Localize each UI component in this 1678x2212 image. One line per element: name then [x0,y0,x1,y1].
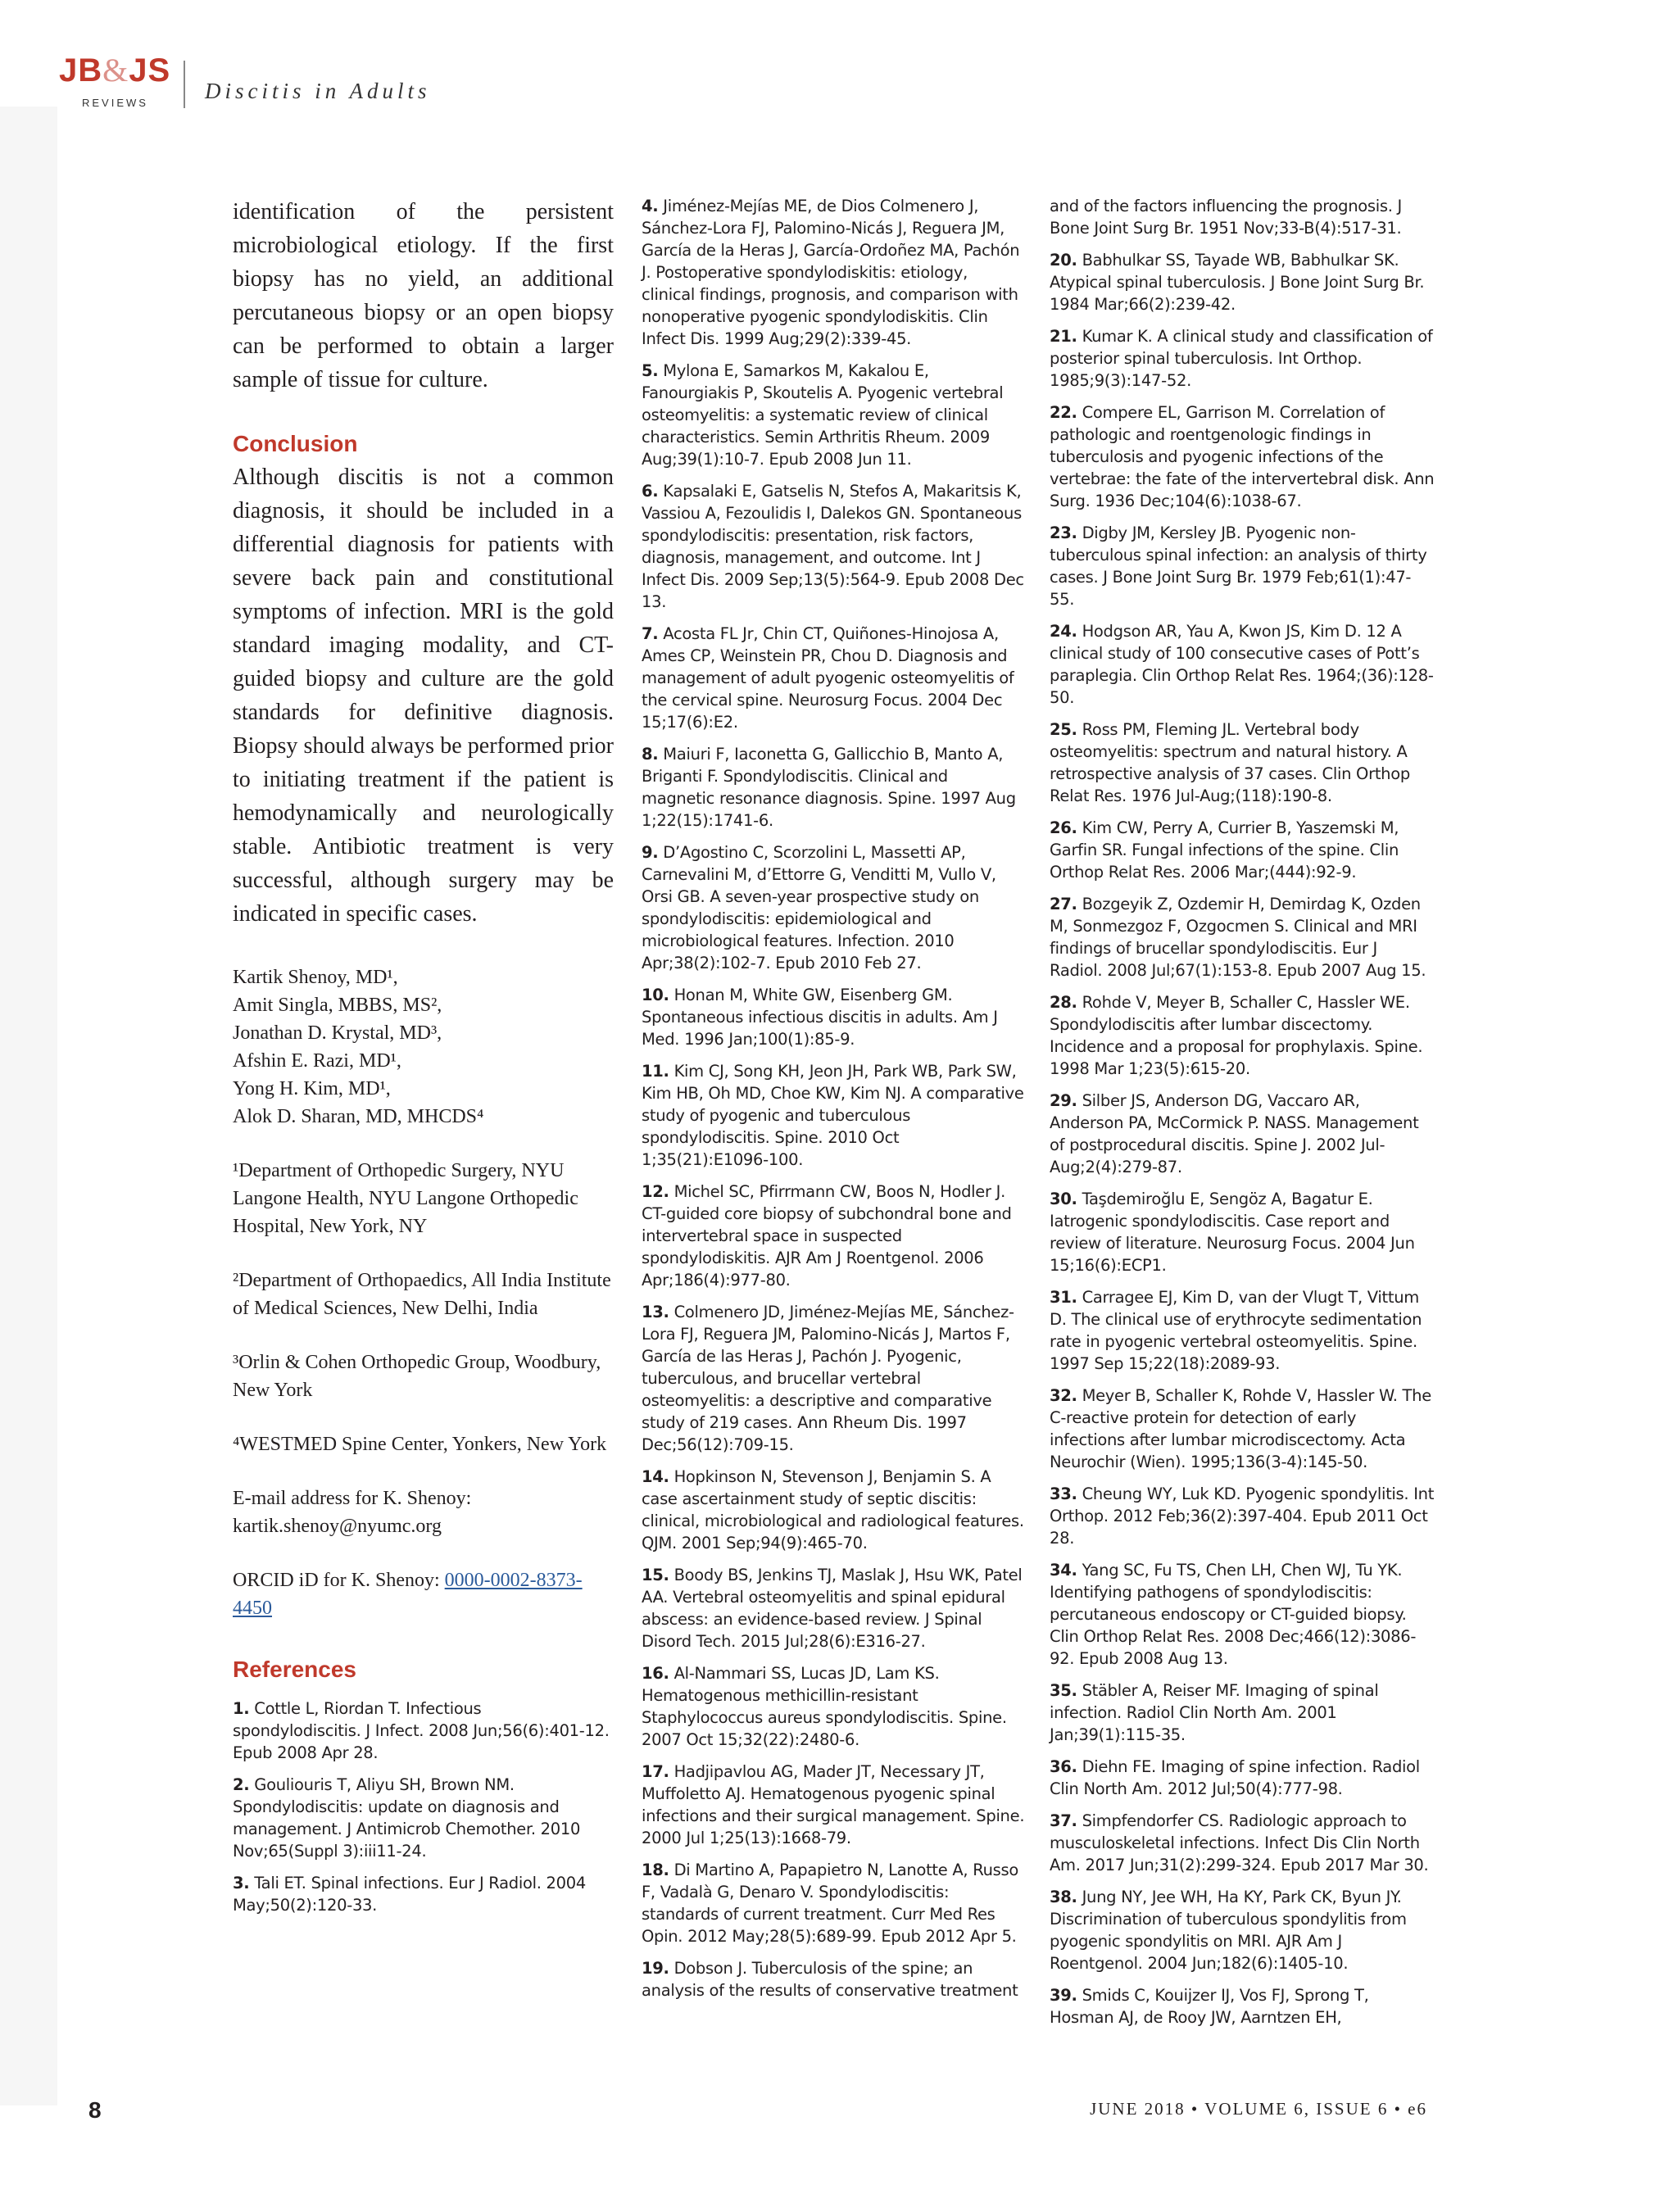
reference-number: 35. [1050,1681,1077,1700]
reference-text: Silber JS, Anderson DG, Vaccaro AR, Anderson PA, McCormick P. NASS. Management of postprocedural discitis. Spine J. 2002 Jul-Aug;2(4):279-87. [1050,1091,1419,1176]
author-list [233,963,614,1131]
reference-item [1050,620,1435,709]
orcid-label: ORCID iD for K. Shenoy: [233,1570,445,1591]
references-heading: References [233,1657,356,1682]
logo-jb: JB [59,52,103,88]
reference-item [642,195,1025,350]
reference-item [642,1859,1025,1947]
orcid-line [233,1566,614,1622]
column-3 [1050,195,1435,2038]
reference-number: 17. [642,1762,669,1781]
reference-text: Al-Nammari SS, Lucas JD, Lam KS. Hematogenous methicillin-resistant Staphylococcus aureus spondylodiscitis. Spine. 2007 Oct 15;32(22):2480-6. [642,1664,1007,1749]
reference-number: 30. [1050,1190,1077,1208]
reference-item [642,841,1025,974]
reference-number: 6. [642,482,659,501]
logo-ampersand: & [102,52,129,88]
reference-number: 20. [1050,251,1077,270]
reference-text: Ross PM, Fleming JL. Vertebral body osteomyelitis: spectrum and natural history. A retrospective analysis of 37 cases. Clin Orthop Relat Res. 1976 Jul-Aug;(118):190-8. [1050,720,1410,805]
reference-item [642,1662,1025,1751]
reference-item [233,1872,614,1916]
reference-number: 29. [1050,1091,1077,1110]
column-2 [642,195,1025,2011]
reference-text: Michel SC, Pfirrmann CW, Boos N, Hodler J. CT-guided core biopsy of subchondral bone and intervertebral space in suspected spondylodiskitis. AJR Am J Roentgenol. 2006 Apr;186(4):977-80. [642,1182,1012,1290]
reference-text: Rohde V, Meyer B, Schaller C, Hassler WE. Spondylodiscitis after lumbar discectomy. Incidence and a proposal for prophylaxis. Spine. 1998 Mar 1;23(5):615-20. [1050,993,1423,1078]
reference-number: 13. [642,1303,669,1321]
reference-number: 3. [233,1874,250,1892]
reference-text: Di Martino A, Papapietro N, Lanotte A, Russo F, Vadalà G, Denaro V. Spondylodiscitis: standards of current treatment. Curr Med Res Opin. 2012 May;28(5):689-99. Epub 2012 Apr 5. [642,1861,1018,1946]
reference-item [1050,1756,1435,1800]
reference-item [1050,522,1435,610]
reference-text: Smids C, Kouijzer IJ, Vos FJ, Sprong T, Hosman AJ, de Rooy JW, Aarntzen EH, [1050,1986,1369,2027]
reference-text: Maiuri F, Iaconetta G, Gallicchio B, Manto A, Briganti F. Spondylodiscitis. Clinical and magnetic resonance diagnosis. Spine. 1997 Aug 1;22(15):1741-6. [642,745,1016,830]
reference-text: Compere EL, Garrison M. Correlation of pathologic and roentgenologic findings in tuberculosis and pyogenic infections of the vertebrae: the fate of the intervertebral disk. Ann Surg. 1936 Dec;104(6):1038-67. [1050,403,1435,510]
reference-text: Gouliouris T, Aliyu SH, Brown NM. Spondylodiscitis: update on diagnosis and management. J Antimicrob Chemother. 2010 Nov;65(Suppl 3):iii11-24. [233,1775,581,1861]
reference-item [642,360,1025,470]
reference-text: Jung NY, Jee WH, Ha KY, Park CK, Byun JY. Discrimination of tuberculous spondylitis from pyogenic spondylitis on MRI. AJR Am J Roentgenol. 2004 Jun;182(6):1405-10. [1050,1888,1407,1973]
author-name: Alok D. Sharan, MD, MHCDS⁴ [233,1106,484,1127]
reference-number: 1. [233,1699,250,1718]
reference-item [1050,1188,1435,1276]
conclusion-paragraph: Although discitis is not a common diagnosis, it should be included in a differential diagnosis for patients with severe back pain and constitutional symptoms of infection. MRI is the gold standard imaging modality, and CT-guided biopsy and culture are the gold standards for definitive diagnosis. Biopsy should always be performed prior to initiating treatment if the patient is hemodynamically and neurologically stable. Antibiotic treatment is very successful, although surgery may be indicated in specific cases. [233,465,614,927]
reference-number: 16. [642,1664,669,1683]
reference-number: 26. [1050,818,1077,837]
issue-line: JUNE 2018 • VOLUME 6, ISSUE 6 • e6 [1090,2099,1427,2119]
reference-item [642,984,1025,1050]
reference-text: Yang SC, Fu TS, Chen LH, Chen WJ, Tu YK. Identifying pathogens of spondylodiscitis: percutaneous endoscopy or CT-guided biopsy. Clin Orthop Relat Res. 2008 Dec;466(12):3086-92. Epub 2008 Aug 13. [1050,1561,1417,1668]
column-1 [233,195,614,1926]
running-title: Discitis in Adults [205,79,431,103]
reference-item [642,1466,1025,1554]
reference-number: 14. [642,1467,669,1486]
reference-number: 27. [1050,895,1077,913]
reference-item [642,1301,1025,1456]
reference-text: Cheung WY, Luk KD. Pyogenic spondylitis. Int Orthop. 2012 Feb;36(2):397-404. Epub 2011 Oct 28. [1050,1484,1435,1548]
page-number: 8 [88,2097,102,2123]
reference-text: Tali ET. Spinal infections. Eur J Radiol. 2004 May;50(2):120-33. [233,1874,586,1915]
journal-logo [59,54,186,109]
reference-number: 23. [1050,524,1077,542]
reference-item [1050,1090,1435,1178]
reference-number: 2. [233,1775,250,1794]
reference-text: Kapsalaki E, Gatselis N, Stefos A, Makaritsis K, Vassiou A, Fezoulidis I, Dalekos GN. Spontaneous spondylodiscitis: presentation, risk factors, diagnosis, management, and outcome. Int J Infect Dis. 2009 Sep;13(5):564-9. Epub 2008 Dec 13. [642,482,1024,611]
reference-text: Stäbler A, Reiser MF. Imaging of spinal infection. Radiol Clin North Am. 2001 Jan;39(1):115-35. [1050,1681,1379,1744]
reference-number: 37. [1050,1811,1077,1830]
reference-item [1050,817,1435,883]
reference-text: Digby JM, Kersley JB. Pyogenic non-tuberculous spinal infection: an analysis of thirty cases. J Bone Joint Surg Br. 1979 Feb;61(1):47-55. [1050,524,1427,609]
reference-number: 36. [1050,1757,1077,1776]
reference-number: 11. [642,1062,669,1081]
reference-text: Babhulkar SS, Tayade WB, Babhulkar SK. Atypical spinal tuberculosis. J Bone Joint Surg Br. 1984 Mar;66(2):239-42. [1050,251,1425,314]
reference-item [642,1181,1025,1291]
reference-item [1050,991,1435,1080]
author-name: Yong H. Kim, MD¹, [233,1078,391,1099]
affiliation: ⁴WESTMED Spine Center, Yonkers, New York [233,1434,607,1455]
reference-text: Kim CJ, Song KH, Jeon JH, Park WB, Park SW, Kim HB, Oh MD, Choe KW, Kim NJ. A comparative study of pyogenic and tuberculous spondylodiscitis. Spine. 2010 Oct 1;35(21):E1096-100. [642,1062,1024,1169]
reference-item [642,1957,1025,2001]
reference-text: D’Agostino C, Scorzolini L, Massetti AP, Carnevalini M, d’Ettorre G, Venditti M, Vullo V, Orsi GB. A seven-year prospective study on spondylodiscitis: epidemiological and microbiological features. Infection. 2010 Apr;38(2):102-7. Epub 2010 Feb 27. [642,843,996,972]
affiliation: ³Orlin & Cohen Orthopedic Group, Woodbury, New York [233,1352,601,1401]
reference-item [1050,1679,1435,1746]
reference-number: 12. [642,1182,669,1201]
reference-text: Mylona E, Samarkos M, Kakalou E, Fanourgiakis P, Skoutelis A. Pyogenic vertebral osteomyelitis: a systematic review of clinical characteristics. Semin Arthritis Rheum. 2009 Aug;39(1):10-7. Epub 2008 Jun 11. [642,361,1004,469]
reference-text: Hodgson AR, Yau A, Kwon JS, Kim D. 12 A clinical study of 100 consecutive cases of Pott’s paraplegia. Clin Orthop Relat Res. 1964;(36):128-50. [1050,622,1434,707]
reference-number: 8. [642,745,659,764]
reference-text: Jiménez-Mejías ME, de Dios Colmenero J, Sánchez-Lora FJ, Palomino-Nicás J, Reguera JM, García de la Heras J, García-Ordoñez MA, Pachón J. Postoperative spondylodiskitis: etiology, clinical findings, prognosis, and comparison with nonoperative pyogenic spondylodiskitis. Clin Infect Dis. 1999 Aug;29(2):339-45. [642,197,1020,348]
reference-number: 4. [642,197,659,215]
reference-number: 19. [642,1959,669,1978]
reference-item [642,1060,1025,1171]
reference-item [1050,1483,1435,1549]
page-gutter-shade [0,107,57,2105]
reference-number: 9. [642,843,659,862]
author-name: Afshin E. Razi, MD¹, [233,1050,401,1072]
reference-item [1050,718,1435,807]
header-divider [184,61,185,108]
reference-text: Simpfendorfer CS. Radiologic approach to musculoskeletal infections. Infect Dis Clin North Am. 2017 Jun;31(2):299-324. Epub 2017 Mar 30. [1050,1811,1429,1874]
reference-text: Acosta FL Jr, Chin CT, Quiñones-Hinojosa A, Ames CP, Weinstein PR, Chou D. Diagnosis and management of adult pyogenic osteomyelitis of the cervical spine. Neurosurg Focus. 2004 Dec 15;17(6):E2. [642,624,1014,732]
reference-text: Dobson J. Tuberculosis of the spine; an analysis of the results of conservative treatment [642,1959,1018,2000]
reference-item [642,480,1025,613]
reference-item [642,1564,1025,1652]
reference-number: 10. [642,986,669,1004]
reference-list [1050,249,1435,2028]
reference-text: Honan M, White GW, Eisenberg GM. Spontaneous infectious discitis in adults. Am J Med. 1996 Jan;100(1):85-9. [642,986,998,1049]
reference-text: Bozgeyik Z, Ozdemir H, Demirdag K, Ozden M, Sonmezgoz F, Ozgocmen S. Clinical and MRI findings of brucellar spondylodiscitis. Eur J Radiol. 2008 Jul;67(1):153-8. Epub 2007 Aug 15. [1050,895,1426,980]
reference-text: Hopkinson N, Stevenson J, Benjamin S. A case ascertainment study of septic discitis: clinical, microbiological and radiological features. QJM. 2001 Sep;94(9):465-70. [642,1467,1024,1552]
reference-item [1050,1984,1435,2028]
reference-item [1050,1886,1435,1974]
reference-text: Hadjipavlou AG, Mader JT, Necessary JT, Muffoletto AJ. Hematogenous pyogenic spinal infections and their surgical management. Spine. 2000 Jul 1;25(13):1668-79. [642,1762,1025,1847]
reference-text: Cottle L, Riordan T. Infectious spondylodiscitis. J Infect. 2008 Jun;56(6):401-12. Epub 2008 Apr 28. [233,1699,610,1762]
reference-item [233,1774,614,1862]
reference-number: 15. [642,1566,669,1584]
conclusion-heading: Conclusion [233,431,358,456]
reference-text: Boody BS, Jenkins TJ, Maslak J, Hsu WK, Patel AA. Vertebral osteomyelitis and spinal epidural abscess: an evidence-based review. J Spinal Disord Tech. 2015 Jul;28(6):E316-27. [642,1566,1023,1651]
reference-number: 34. [1050,1561,1077,1580]
reference-number: 18. [642,1861,669,1879]
reference-text: Taşdemiroğlu E, Sengöz A, Bagatur E. Iatrogenic spondylodiscitis. Case report and review of literature. Neurosurg Focus. 2004 Jun 15;16(6):ECP1. [1050,1190,1415,1275]
reference-item [1050,1385,1435,1473]
reference-item [1050,1559,1435,1670]
reference-item [1050,325,1435,392]
reference-number: 7. [642,624,659,643]
reference-number: 25. [1050,720,1077,739]
affiliation: ²Department of Orthopaedics, All India Institute of Medical Sciences, New Delhi, India [233,1270,611,1319]
reference-item [1050,249,1435,315]
reference-text: Meyer B, Schaller K, Rohde V, Hassler W. The C-reactive protein for detection of early infections after lumbar microdiscectomy. Acta Neurochir (Wien). 1995;136(3-4):145-50. [1050,1386,1431,1471]
reference-list [642,195,1025,2001]
reference-number: 32. [1050,1386,1077,1405]
reference-item [642,623,1025,733]
reference-number: 5. [642,361,659,380]
reference-text: Kim CW, Perry A, Currier B, Yaszemski M, Garfin SR. Fungal infections of the spine. Clin Orthop Relat Res. 2006 Mar;(444):92-9. [1050,818,1399,882]
logo-subtitle: REVIEWS [82,97,148,109]
reference-item [642,1761,1025,1849]
intro-paragraph: identification of the persistent microbiological etiology. If the first biopsy has no yield, an additional percutaneous biopsy or an open biopsy can be performed to obtain a larger sample of tissue for culture. [233,199,614,392]
reference-text: Carragee EJ, Kim D, van der Vlugt T, Vittum D. The clinical use of erythrocyte sedimentation rate in pyogenic vertebral osteomyelitis. Spine. 1997 Sep 15;22(18):2089-93. [1050,1288,1422,1373]
reference-continuation: and of the factors influencing the prognosis. J Bone Joint Surg Br. 1951 Nov;33-B(4):517-31. [1050,197,1402,238]
reference-text: Colmenero JD, Jiménez-Mejías ME, Sánchez-Lora FJ, Reguera JM, Palomino-Nicás J, Martos F, García de las Heras J, Pachón J. Pyogenic, tuberculous, and brucellar vertebral osteomyelitis: a descriptive and comparative study of 219 cases. Ann Rheum Dis. 1997 Dec;56(12):709-15. [642,1303,1014,1454]
reference-item [1050,893,1435,981]
email-address: E-mail address for K. Shenoy: kartik.shenoy@nyumc.org [233,1488,472,1537]
reference-item [1050,1810,1435,1876]
affiliation: ¹Department of Orthopedic Surgery, NYU Langone Health, NYU Langone Orthopedic Hospital, New York, NY [233,1160,578,1237]
reference-number: 21. [1050,327,1077,346]
reference-item [1050,401,1435,512]
reference-number: 38. [1050,1888,1077,1906]
reference-number: 31. [1050,1288,1077,1307]
reference-item [1050,1286,1435,1375]
logo-js: JS [129,52,171,88]
reference-text: Kumar K. A clinical study and classification of posterior spinal tuberculosis. Int Orthop. 1985;9(3):147-52. [1050,327,1433,390]
reference-number: 33. [1050,1484,1077,1503]
reference-number: 39. [1050,1986,1077,2005]
author-name: Kartik Shenoy, MD¹, [233,967,398,988]
reference-item [233,1698,614,1764]
author-name: Jonathan D. Krystal, MD³, [233,1022,442,1044]
reference-item [642,743,1025,832]
reference-text: Diehn FE. Imaging of spine infection. Radiol Clin North Am. 2012 Jul;50(4):777-98. [1050,1757,1420,1798]
reference-number: 22. [1050,403,1077,422]
reference-number: 24. [1050,622,1077,641]
author-name: Amit Singla, MBBS, MS², [233,995,442,1016]
reference-number: 28. [1050,993,1077,1012]
reference-list [233,1698,614,1916]
orcid-link[interactable]: 0000-0002-8373-4450 [233,1570,583,1619]
